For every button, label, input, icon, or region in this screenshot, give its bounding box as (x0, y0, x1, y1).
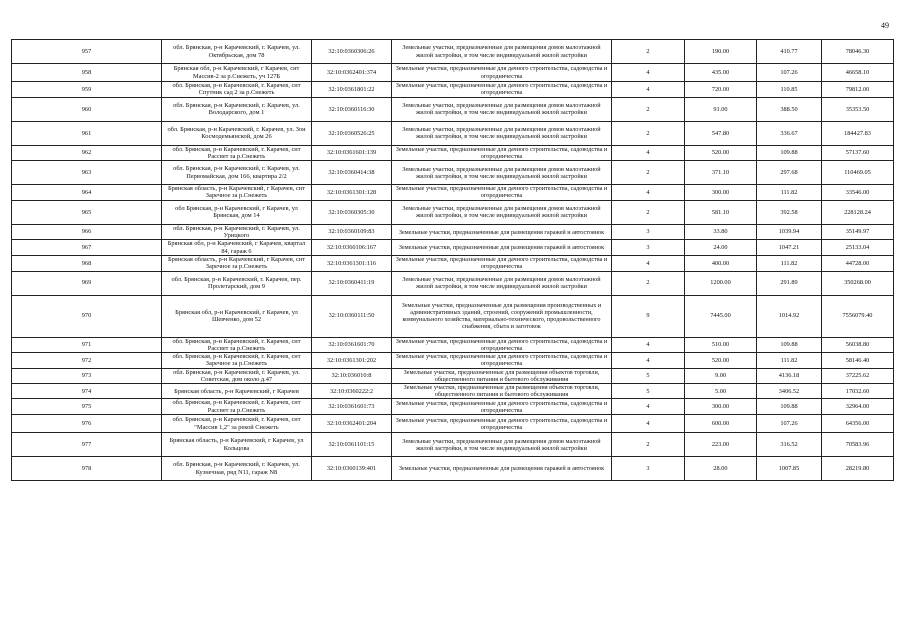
cadastral-number-cell: 32:10:0361101:15 (312, 433, 392, 457)
cadastral-number-cell: 32:10:0360222:2 (312, 384, 392, 399)
cadastral-value-cell: 70583.96 (822, 433, 894, 457)
cadastral-value-cell: 46658.10 (822, 64, 894, 82)
cadastral-number-cell: 32:10:0360111:50 (312, 295, 392, 337)
group-cell: 4 (612, 145, 685, 161)
land-use-cell: Земельные участки, предназначенные для размещения гаражей и автостоянок (392, 457, 612, 481)
area-cell: 581.10 (685, 200, 757, 224)
address-cell: обл. Брянская, р-н Карачевский, г. Карачев, снт Рассвет за р.Снежеть (162, 145, 312, 161)
cadastral-value-cell: 37225.62 (822, 368, 894, 384)
cadastral-value-cell: 78046.30 (822, 40, 894, 64)
group-cell: 3 (612, 457, 685, 481)
area-cell: 5.00 (685, 384, 757, 399)
row-number: 961 (12, 121, 162, 145)
table-row (12, 433, 894, 457)
group-cell: 9 (612, 295, 685, 337)
group-cell: 2 (612, 121, 685, 145)
address-cell: Брянская область, р-н Карачевский, г Карачев, ул Кольцова (162, 433, 312, 457)
group-cell: 4 (612, 337, 685, 353)
row-number: 974 (12, 384, 162, 399)
cadastral-number-cell: 32:10:0360305:30 (312, 200, 392, 224)
address-cell: обл. Брянская, р-н Карачевский, г. Карачев, снт "Массив 1,2" за рекой Снежеть (162, 415, 312, 433)
rate-cell: 111.82 (757, 185, 822, 201)
rate-cell: 3406.52 (757, 384, 822, 399)
cadastral-number-cell: 32:10:0360106:167 (312, 240, 392, 256)
cadastral-number-cell: 32:10:0360306:26 (312, 40, 392, 64)
row-number: 973 (12, 368, 162, 384)
group-cell: 3 (612, 240, 685, 256)
cadastral-number-cell: 32:10:0361601:73 (312, 399, 392, 415)
area-cell: 435.00 (685, 64, 757, 82)
cadastral-number-cell: 32:10:0361301:116 (312, 255, 392, 271)
table-row (12, 457, 894, 481)
table-row (12, 337, 894, 353)
land-use-cell: Земельные участки, предназначенные для дачного строительства, садоводства и огородничества (392, 255, 612, 271)
rate-cell: 109.88 (757, 399, 822, 415)
cadastral-number-cell: 32:10:0361301:202 (312, 353, 392, 369)
cadastral-number-cell: 32:10:0360116:30 (312, 97, 392, 121)
cadastral-number-cell: 32:10:0360411:19 (312, 271, 392, 295)
area-cell: 600.00 (685, 415, 757, 433)
group-cell: 2 (612, 271, 685, 295)
table-row (12, 240, 894, 256)
group-cell: 2 (612, 433, 685, 457)
row-number: 962 (12, 145, 162, 161)
land-registry-table (11, 39, 894, 481)
row-number: 976 (12, 415, 162, 433)
cadastral-value-cell: 35353.50 (822, 97, 894, 121)
address-cell: Брянская область, р-н Карачевский, г Карачев, снт Заречное за р.Снежеть (162, 185, 312, 201)
table-row (12, 384, 894, 399)
land-use-cell: Земельные участки, предназначенные для дачного строительства, садоводства и огородничества (392, 415, 612, 433)
area-cell: 91.00 (685, 97, 757, 121)
area-cell: 371.10 (685, 161, 757, 185)
area-cell: 24.00 (685, 240, 757, 256)
cadastral-value-cell: 7556079.40 (822, 295, 894, 337)
cadastral-number-cell: 32:10:0362401:374 (312, 64, 392, 82)
table-row (12, 295, 894, 337)
land-use-cell: Земельные участки, предназначенные для размещения домов малоэтажной жилой застройки, в том числе индивидуальной жилой застройки (392, 433, 612, 457)
table-row (12, 161, 894, 185)
table-row (12, 353, 894, 369)
cadastral-number-cell: 32:10:0361801:22 (312, 82, 392, 98)
group-cell: 5 (612, 368, 685, 384)
group-cell: 4 (612, 185, 685, 201)
group-cell: 4 (612, 255, 685, 271)
area-cell: 1200.00 (685, 271, 757, 295)
group-cell: 5 (612, 384, 685, 399)
land-use-cell: Земельные участки, предназначенные для размещения домов малоэтажной жилой застройки, в том числе индивидуальной жилой застройки (392, 97, 612, 121)
row-number: 957 (12, 40, 162, 64)
address-cell: Брянская обл, р-н Карачевский, г Карачев, квартал 84, гараж 6 (162, 240, 312, 256)
cadastral-number-cell: 32:10:0361301:128 (312, 185, 392, 201)
area-cell: 33.80 (685, 224, 757, 240)
land-use-cell: Земельные участки, предназначенные для дачного строительства, садоводства и огородничества (392, 337, 612, 353)
table-body (12, 40, 894, 481)
rate-cell: 388.50 (757, 97, 822, 121)
row-number: 966 (12, 224, 162, 240)
cadastral-number-cell: 32:10:0360414:38 (312, 161, 392, 185)
rate-cell: 1007.85 (757, 457, 822, 481)
address-cell: обл. Брянская, р-н Карачевский, г. Карачев, пер. Пролетарский, дом 9 (162, 271, 312, 295)
area-cell: 510.00 (685, 337, 757, 353)
cadastral-value-cell: 28219.80 (822, 457, 894, 481)
table-row (12, 121, 894, 145)
cadastral-value-cell: 228128.24 (822, 200, 894, 224)
table-row (12, 185, 894, 201)
row-number: 959 (12, 82, 162, 98)
table-row (12, 224, 894, 240)
table-row (12, 64, 894, 82)
cadastral-number-cell: 32:10:0360526:25 (312, 121, 392, 145)
cadastral-number-cell: 32:10:0360109:83 (312, 224, 392, 240)
group-cell: 4 (612, 415, 685, 433)
land-use-cell: Земельные участки, предназначенные для дачного строительства, садоводства и огородничества (392, 399, 612, 415)
cadastral-value-cell: 350268.00 (822, 271, 894, 295)
cadastral-number-cell: 32:10:036010:8 (312, 368, 392, 384)
area-cell: 190.00 (685, 40, 757, 64)
address-cell: обл. Брянская, р-н Карачевский, г. Карачев, снт Рассвет за р.Снежеть (162, 337, 312, 353)
group-cell: 4 (612, 64, 685, 82)
land-use-cell: Земельные участки, предназначенные для дачного строительства, садоводства и огородничества (392, 82, 612, 98)
row-number: 964 (12, 185, 162, 201)
row-number: 971 (12, 337, 162, 353)
row-number: 965 (12, 200, 162, 224)
group-cell: 4 (612, 353, 685, 369)
area-cell: 720.00 (685, 82, 757, 98)
address-cell: обл. Брянская, р-н Карачевский, г. Карачев, ул. Урицкого (162, 224, 312, 240)
land-use-cell: Земельные участки, предназначенные для размещения домов малоэтажной жилой застройки, в том числе индивидуальной жилой застройки (392, 40, 612, 64)
land-use-cell: Земельные участки, предназначенные для размещения производственных и административных зданий, строений, сооружений промышленности, коммунального хозяйства, материально-технического, продовольственного снабжения, сбыта и заготовок (392, 295, 612, 337)
row-number: 972 (12, 353, 162, 369)
table-row (12, 415, 894, 433)
row-number: 978 (12, 457, 162, 481)
address-cell: обл. Брянская, р-н Карачевский, г. Карачев, ул. Октябрьская, дом 78 (162, 40, 312, 64)
rate-cell: 410.77 (757, 40, 822, 64)
row-number: 963 (12, 161, 162, 185)
address-cell: обл. Брянская, р-н Карачевский, г. Карачев, ул. Володарского, дом 1 (162, 97, 312, 121)
address-cell: обл. Брянская, р-н Карачевский, г. Карачев, ул. Зои Космодемьянской, дом 26 (162, 121, 312, 145)
land-use-cell: Земельные участки, предназначенные для дачного строительства, садоводства и огородничества (392, 353, 612, 369)
land-use-cell: Земельные участки, предназначенные для дачного строительства, садоводства и огородничества (392, 185, 612, 201)
address-cell: обл. Брянская, р-н Карачевский, г. Карачев, ул. Первомайская, дом 166, квартира 2/2 (162, 161, 312, 185)
rate-cell: 291.89 (757, 271, 822, 295)
address-cell: обл. Брянская, р-н Карачевский, г. Карачев, ул. Кузнечная, ряд N11, гараж N8 (162, 457, 312, 481)
table-row (12, 40, 894, 64)
cadastral-number-cell: 32:10:0362401:204 (312, 415, 392, 433)
table-row (12, 200, 894, 224)
area-cell: 300.00 (685, 185, 757, 201)
cadastral-number-cell: 32:10:0360139:401 (312, 457, 392, 481)
land-use-cell: Земельные участки, предназначенные для размещения гаражей и автостоянок (392, 240, 612, 256)
land-use-cell: Земельные участки, предназначенные для размещения домов малоэтажной жилой застройки, в том числе индивидуальной жилой застройки (392, 121, 612, 145)
group-cell: 4 (612, 82, 685, 98)
rate-cell: 1014.92 (757, 295, 822, 337)
cadastral-value-cell: 33546.00 (822, 185, 894, 201)
area-cell: 520.00 (685, 145, 757, 161)
area-cell: 7445.00 (685, 295, 757, 337)
page-number: 49 (881, 21, 889, 30)
table-row (12, 271, 894, 295)
cadastral-value-cell: 25133.04 (822, 240, 894, 256)
rate-cell: 111.82 (757, 353, 822, 369)
rate-cell: 297.68 (757, 161, 822, 185)
land-use-cell: Земельные участки, предназначенные для размещения объектов торговли, общественного питания и бытового обслуживания (392, 368, 612, 384)
group-cell: 4 (612, 399, 685, 415)
land-use-cell: Земельные участки, предназначенные для дачного строительства, садоводства и огородничества (392, 64, 612, 82)
group-cell: 2 (612, 200, 685, 224)
rate-cell: 111.82 (757, 255, 822, 271)
rate-cell: 107.26 (757, 64, 822, 82)
cadastral-number-cell: 32:10:0361601:70 (312, 337, 392, 353)
row-number: 977 (12, 433, 162, 457)
address-cell: обл. Брянская, р-н Карачевский, г. Карачев, ул. Советская, дом около д.47 (162, 368, 312, 384)
cadastral-value-cell: 44728.00 (822, 255, 894, 271)
address-cell: обл. Брянская, р-н Карачевский, г. Карачев, снт Спутник сад 2 за р.Снежеть (162, 82, 312, 98)
row-number: 975 (12, 399, 162, 415)
area-cell: 400.00 (685, 255, 757, 271)
table-row (12, 399, 894, 415)
table-row (12, 82, 894, 98)
address-cell: Брянская обл, р-н Карачевский, г Карачев, снт Массив-2 за р.Снежеть, уч 127Б (162, 64, 312, 82)
cadastral-value-cell: 56038.80 (822, 337, 894, 353)
cadastral-value-cell: 35149.97 (822, 224, 894, 240)
rate-cell: 4136.18 (757, 368, 822, 384)
area-cell: 547.80 (685, 121, 757, 145)
rate-cell: 109.88 (757, 145, 822, 161)
rate-cell: 1047.21 (757, 240, 822, 256)
land-use-cell: Земельные участки, предназначенные для размещения домов малоэтажной жилой застройки, в том числе индивидуальной жилой застройки (392, 271, 612, 295)
land-use-cell: Земельные участки, предназначенные для размещения объектов торговли, общественного питания и бытового обслуживания (392, 384, 612, 399)
rate-cell: 316.52 (757, 433, 822, 457)
address-cell: Брянская область, р-н Карачевский, г Карачев (162, 384, 312, 399)
land-use-cell: Земельные участки, предназначенные для размещения гаражей и автостоянок (392, 224, 612, 240)
area-cell: 520.00 (685, 353, 757, 369)
row-number: 970 (12, 295, 162, 337)
cadastral-value-cell: 58146.40 (822, 353, 894, 369)
rate-cell: 392.58 (757, 200, 822, 224)
address-cell: Брянская обл, р-н Карачевский, г Карачев, ул Шевченко, дом 52 (162, 295, 312, 337)
table-row (12, 145, 894, 161)
cadastral-value-cell: 32964.00 (822, 399, 894, 415)
address-cell: обл. Брянская, р-н Карачевский, г. Карачев, снт Заречное за р.Снежеть (162, 353, 312, 369)
land-use-cell: Земельные участки, предназначенные для размещения домов малоэтажной жилой застройки, в том числе индивидуальной жилой застройки (392, 161, 612, 185)
table-row (12, 368, 894, 384)
area-cell: 300.00 (685, 399, 757, 415)
rate-cell: 109.88 (757, 337, 822, 353)
cadastral-value-cell: 57137.60 (822, 145, 894, 161)
row-number: 960 (12, 97, 162, 121)
address-cell: Брянская область, р-н Карачевский, г Карачев, снт Заречное за р.Снежеть (162, 255, 312, 271)
land-use-cell: Земельные участки, предназначенные для дачного строительства, садоводства и огородничества (392, 145, 612, 161)
rate-cell: 110.85 (757, 82, 822, 98)
address-cell: обл. Брянская, р-н Карачевский, г. Карачев, снт Рассвет за р.Снежеть (162, 399, 312, 415)
row-number: 968 (12, 255, 162, 271)
rate-cell: 1039.94 (757, 224, 822, 240)
table-row (12, 255, 894, 271)
rate-cell: 336.67 (757, 121, 822, 145)
address-cell: обл Брянская, р-н Карачевский, г Карачев, ул Брянская, дом 14 (162, 200, 312, 224)
area-cell: 28.00 (685, 457, 757, 481)
cadastral-value-cell: 17032.60 (822, 384, 894, 399)
row-number: 958 (12, 64, 162, 82)
area-cell: 9.00 (685, 368, 757, 384)
cadastral-value-cell: 64356.00 (822, 415, 894, 433)
area-cell: 223.00 (685, 433, 757, 457)
cadastral-value-cell: 79812.00 (822, 82, 894, 98)
group-cell: 2 (612, 97, 685, 121)
group-cell: 3 (612, 224, 685, 240)
group-cell: 2 (612, 161, 685, 185)
table-row (12, 97, 894, 121)
cadastral-value-cell: 110469.05 (822, 161, 894, 185)
land-use-cell: Земельные участки, предназначенные для размещения домов малоэтажной жилой застройки, в том числе индивидуальной жилой застройки (392, 200, 612, 224)
group-cell: 2 (612, 40, 685, 64)
rate-cell: 107.26 (757, 415, 822, 433)
cadastral-value-cell: 184427.83 (822, 121, 894, 145)
row-number: 969 (12, 271, 162, 295)
cadastral-number-cell: 32:10:0361601:139 (312, 145, 392, 161)
row-number: 967 (12, 240, 162, 256)
